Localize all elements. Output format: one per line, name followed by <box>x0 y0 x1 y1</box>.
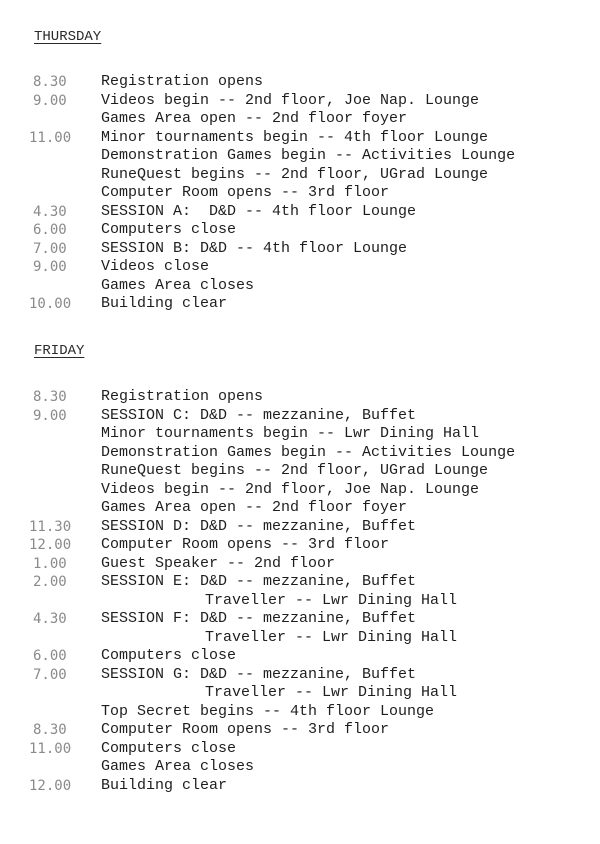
schedule-entry <box>0 462 600 481</box>
entry-event: Computers close <box>101 647 237 664</box>
entry-time: 7.00 <box>33 240 67 257</box>
entry-event: Traveller -- Lwr Dining Hall <box>205 591 458 609</box>
entry-time: 1.00 <box>33 555 67 572</box>
schedule-entry <box>0 425 600 444</box>
entry-event: Computers close <box>101 221 237 238</box>
thursday-schedule <box>0 73 600 314</box>
schedule-entry <box>0 92 600 111</box>
entry-event: SESSION A: D&D -- 4th floor Lounge <box>101 202 417 220</box>
schedule-entry <box>0 203 600 222</box>
schedule-entry <box>0 240 600 259</box>
schedule-entry <box>0 536 600 555</box>
schedule-entry <box>0 258 600 277</box>
entry-event: Minor tournaments begin -- Lwr Dining Hall <box>101 425 480 442</box>
schedule-entry <box>0 684 600 703</box>
schedule-entry <box>0 777 600 796</box>
schedule-entry <box>0 221 600 240</box>
friday-schedule <box>0 388 600 795</box>
friday-heading: FRIDAY <box>34 343 85 359</box>
schedule-entry <box>0 740 600 759</box>
schedule-entry <box>0 277 600 296</box>
schedule-entry <box>0 444 600 463</box>
schedule-entry <box>0 166 600 185</box>
entry-time: 9.00 <box>33 407 67 424</box>
thursday-heading: THURSDAY <box>34 29 102 45</box>
entry-event: Games Area closes <box>101 276 255 294</box>
entry-event: Videos close <box>101 258 210 275</box>
schedule-entry <box>0 129 600 148</box>
entry-event: SESSION G: D&D -- mezzanine, Buffet <box>101 665 417 683</box>
schedule-entry <box>0 407 600 426</box>
entry-time: 4.30 <box>33 611 67 627</box>
entry-event: Top Secret begins -- 4th floor Lounge <box>101 702 435 720</box>
entry-event: Videos begin -- 2nd floor, Joe Nap. Lounge <box>101 480 480 498</box>
entry-time: 2.00 <box>33 574 67 590</box>
entry-event: SESSION E: D&D -- mezzanine, Buffet <box>101 573 417 590</box>
schedule-entry <box>0 499 600 518</box>
entry-time: 11.00 <box>29 740 72 757</box>
schedule-entry <box>0 666 600 685</box>
entry-time: 8.30 <box>33 74 67 90</box>
entry-time: 12.00 <box>29 537 72 553</box>
entry-event: Computer Room opens -- 3rd floor <box>101 184 390 201</box>
entry-event: Guest Speaker -- 2nd floor <box>101 554 336 572</box>
entry-time: 8.30 <box>33 722 67 738</box>
entry-event: Videos begin -- 2nd floor, Joe Nap. Lounge <box>101 91 480 109</box>
entry-time: 4.30 <box>33 203 67 220</box>
entry-event: SESSION D: D&D -- mezzanine, Buffet <box>101 517 417 535</box>
entry-event: Demonstration Games begin -- Activities Lounge <box>101 147 516 164</box>
entry-event: Computer Room opens -- 3rd floor <box>101 721 390 738</box>
entry-event: Traveller -- Lwr Dining Hall <box>205 684 458 701</box>
entry-time: 9.00 <box>33 259 67 275</box>
schedule-entry <box>0 481 600 500</box>
schedule-entry <box>0 721 600 740</box>
entry-event: SESSION C: D&D -- mezzanine, Buffet <box>101 406 417 424</box>
schedule-entry <box>0 629 600 648</box>
schedule-entry <box>0 573 600 592</box>
schedule-entry <box>0 184 600 203</box>
schedule-entry <box>0 147 600 166</box>
entry-event: Building clear <box>101 776 228 794</box>
entry-time: 11.00 <box>29 129 72 146</box>
entry-event: Games Area open -- 2nd floor foyer <box>101 499 408 516</box>
entry-event: Traveller -- Lwr Dining Hall <box>205 628 458 646</box>
entry-event: Registration opens <box>101 73 264 90</box>
schedule-entry <box>0 518 600 537</box>
schedule-entry <box>0 73 600 92</box>
entry-time: 6.00 <box>33 222 67 238</box>
entry-time: 9.00 <box>33 92 67 109</box>
entry-event: Computer Room opens -- 3rd floor <box>101 536 390 553</box>
entry-time: 8.30 <box>33 389 67 405</box>
schedule-entry <box>0 592 600 611</box>
entry-event: SESSION F: D&D -- mezzanine, Buffet <box>101 610 417 627</box>
entry-event: Building clear <box>101 295 228 312</box>
entry-time: 11.30 <box>29 518 72 535</box>
entry-event: Registration opens <box>101 388 264 405</box>
entry-event: SESSION B: D&D -- 4th floor Lounge <box>101 239 408 257</box>
schedule-entry <box>0 110 600 129</box>
entry-event: Games Area open -- 2nd floor foyer <box>101 110 408 127</box>
entry-event: Demonstration Games begin -- Activities Lounge <box>101 443 516 461</box>
schedule-entry <box>0 610 600 629</box>
entry-event: Minor tournaments begin -- 4th floor Lounge <box>101 128 489 146</box>
entry-time: 10.00 <box>29 296 72 312</box>
entry-event: RuneQuest begins -- 2nd floor, UGrad Lounge <box>101 165 489 183</box>
entry-time: 7.00 <box>33 666 67 683</box>
schedule-entry <box>0 295 600 314</box>
schedule-entry <box>0 758 600 777</box>
schedule-entry <box>0 555 600 574</box>
schedule-entry <box>0 647 600 666</box>
entry-time: 6.00 <box>33 648 67 664</box>
entry-event: RuneQuest begins -- 2nd floor, UGrad Lounge <box>101 462 489 479</box>
schedule-entry <box>0 703 600 722</box>
entry-time: 12.00 <box>29 777 72 794</box>
entry-event: Computers close <box>101 739 237 757</box>
schedule-entry <box>0 388 600 407</box>
entry-event: Games Area closes <box>101 758 255 775</box>
